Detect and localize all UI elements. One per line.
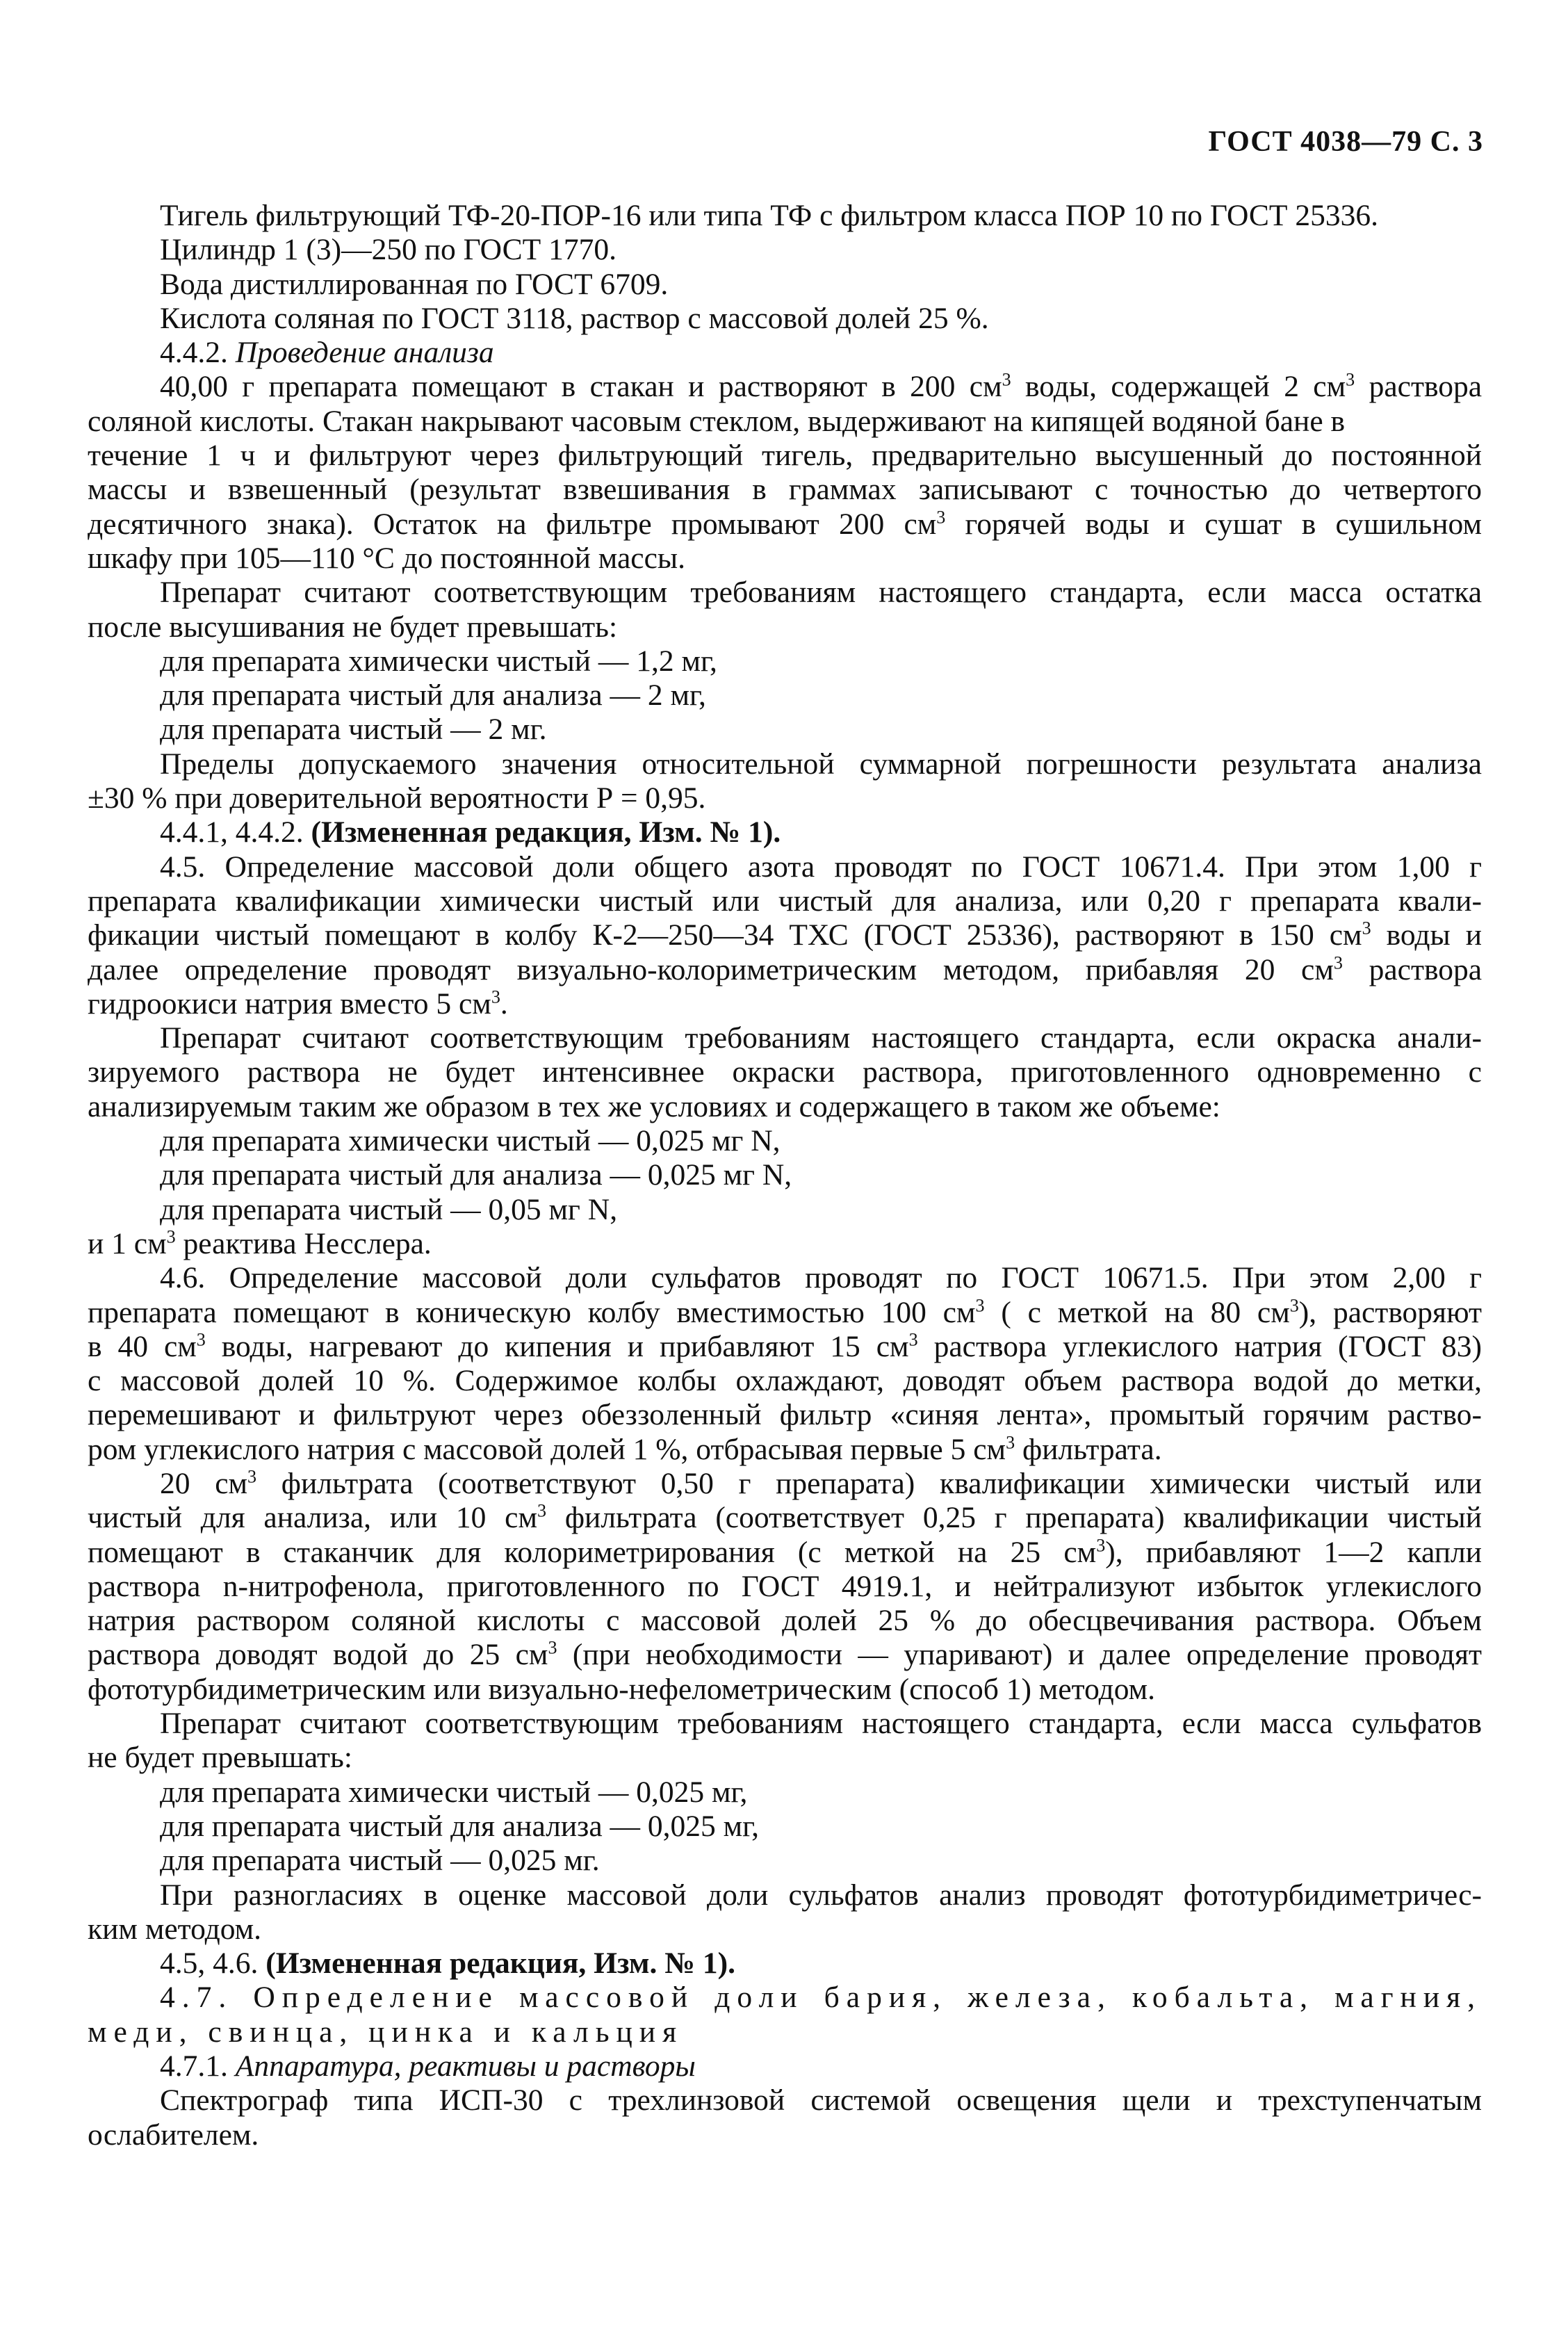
text-line — [88, 918, 1482, 952]
line-text: натрия раствором соляной кислоты с массовой долей 25 % до обесцвечивания раствора. Объем — [88, 1604, 1482, 1638]
text-line — [88, 781, 1482, 815]
text-line — [88, 1021, 1482, 1055]
line-text: десятичного знака). Остаток на фильтре промывают 200 $см^3$ горячей воды и сушат в сушильном — [88, 507, 1482, 541]
line-text: Вода дистиллированная по ГОСТ 6709. — [160, 267, 669, 301]
text-line — [88, 1364, 1482, 1398]
line-text: зируемого раствора не будет интенсивнее окраски раствора, приготовленного одновременно с — [88, 1055, 1482, 1089]
line-text: Препарат считают соответствующим требованиям настоящего стандарта, если масса сульфатов — [160, 1707, 1482, 1741]
text-line — [88, 1878, 1482, 1912]
line-text: Препарат считают соответствующим требованиям настоящего стандарта, если окраска анали- — [160, 1021, 1482, 1055]
text-line — [88, 713, 1482, 747]
text-line — [88, 1467, 1482, 1501]
line-text: 4.4.2. — [160, 336, 236, 370]
text-line — [88, 233, 1482, 267]
text-line — [88, 1673, 1482, 1707]
line-text: Препарат считают соответствующим требованиям настоящего стандарта, если масса остатка — [160, 576, 1482, 610]
text-line — [88, 199, 1482, 233]
line-text: для препарата чистый — 2 мг. — [160, 713, 547, 747]
line-text: Спектрограф типа ИСП-30 с трехлинзовой системой освещения щели и трехступенчатым — [160, 2083, 1482, 2118]
text-line — [88, 1981, 1482, 2015]
amendment-note: (Измененная редакция, Изм. № 1). — [311, 815, 781, 850]
text-line — [88, 268, 1482, 302]
line-text: в 40 $см^3$ воды, нагревают до кипения и прибавляют 15 $см^3$ раствора углекислого натрия (ГОСТ 83) — [88, 1329, 1483, 1363]
line-text: гидроокиси натрия вместо 5 $см^3$. — [88, 986, 508, 1021]
line-text: анализируемым таким же образом в тех же условиях и содержащего в таком же объеме: — [88, 1089, 1220, 1123]
text-line — [88, 987, 1482, 1021]
text-line — [88, 644, 1482, 679]
text-line — [88, 405, 1482, 439]
line-text: помещают в стаканчик для колориметрирования (с меткой на 25 $см^3$), прибавляют 1—2 капли — [88, 1535, 1482, 1569]
line-text: раствора доводят водой до 25 $см^3$ (при необходимости — упаривают) и далее определение проводят — [88, 1637, 1482, 1672]
text-line — [88, 1707, 1482, 1741]
text-line — [88, 473, 1482, 507]
text-line — [88, 1055, 1482, 1089]
line-text: соляной кислоты. Стакан накрывают часовым стеклом, выдерживают на кипящей водяной бане в — [88, 404, 1346, 438]
text-line — [88, 815, 1482, 850]
line-text: ром углекислого натрия с массовой долей 1 %, отбрасывая первые 5 $см^3$ фильтрата. — [88, 1432, 1162, 1466]
line-text: 4.6. Определение массовой доли сульфатов проводят по ГОСТ 10671.5. При этом 2,00 г — [160, 1261, 1482, 1295]
text-line — [88, 1570, 1482, 1604]
line-text: Кислота соляная по ГОСТ 3118, раствор с массовой долей 25 %. — [160, 301, 989, 335]
line-text: 4.7.1. — [160, 2049, 236, 2083]
line-text: меди, свинца, цинка и кальция — [88, 2015, 684, 2049]
line-text: с массовой долей 10 %. Содержимое колбы охлаждают, доводят объем раствора водой до метки, — [88, 1364, 1482, 1398]
line-text: препарата помещают в коническую колбу вместимостью 100 $см^3$ ( с меткой на 80 $см^3$), растворяют — [88, 1295, 1482, 1329]
line-text: 4.7. Определение массовой доли бария, железа, кобальта, магния, — [160, 1981, 1482, 2015]
line-text: Цилиндр 1 (3)—250 по ГОСТ 1770. — [160, 233, 616, 267]
line-text: шкафу при 105—110 °С до постоянной массы. — [88, 541, 685, 575]
text-line — [88, 507, 1482, 542]
line-text: для препарата чистый — 0,05 мг N, — [160, 1192, 618, 1226]
text-line — [88, 370, 1482, 404]
line-text: При разногласиях в оценке массовой доли сульфатов анализ проводят фототурбидиметричес- — [160, 1878, 1482, 1912]
line-text: после высушивания не будет превышать: — [88, 610, 618, 644]
text-line — [88, 747, 1482, 781]
line-text: для препарата чистый для анализа — 2 мг, — [160, 679, 706, 713]
text-line — [88, 1947, 1482, 1981]
text-line — [88, 1090, 1482, 1124]
text-line — [88, 1776, 1482, 1810]
text-line — [88, 1261, 1482, 1295]
text-line — [88, 2118, 1482, 2152]
text-line — [88, 576, 1482, 610]
line-text: ослабителем. — [88, 2118, 259, 2152]
line-text: фототурбидиметрическим или визуально-нефелометрическим (способ 1) методом. — [88, 1672, 1156, 1706]
line-text: для препарата чистый — 0,025 мг. — [160, 1844, 600, 1878]
text-line — [88, 302, 1482, 336]
text-line — [88, 953, 1482, 987]
text-line — [88, 1844, 1482, 1878]
text-line — [88, 679, 1482, 713]
line-text: для препарата чистый для анализа — 0,025 мг N, — [160, 1158, 792, 1192]
line-text: Тигель фильтрующий ТФ-20-ПОР-16 или типа ТФ с фильтром класса ПОР 10 по ГОСТ 25336. — [160, 199, 1378, 232]
line-text: массы и взвешенный (результат взвешивания в граммах записывают с точностью до четвертого — [88, 473, 1482, 507]
text-line — [88, 336, 1482, 370]
line-text: 20 $см^3$ фильтрата (соответствуют 0,50 г препарата) квалификации химически чистый или — [160, 1466, 1482, 1500]
text-line — [88, 1227, 1482, 1261]
text-line — [88, 542, 1482, 576]
text-line — [88, 439, 1482, 473]
text-line — [88, 1330, 1482, 1364]
italic-heading: Проведение анализа — [235, 336, 494, 370]
text-line — [88, 610, 1482, 644]
line-text: далее определение проводят визуально-колориметрическим методом, прибавляя 20 $см^3$ раствора — [88, 952, 1482, 986]
text-line — [88, 884, 1482, 918]
text-line — [88, 2015, 1482, 2049]
text-line — [88, 1741, 1482, 1775]
line-text: перемешивают и фильтруют через обеззоленный фильтр «синяя лента», промытый горячим раство- — [88, 1398, 1482, 1432]
line-text: ким методом. — [88, 1912, 262, 1946]
line-text: для препарата химически чистый — 1,2 мг, — [160, 644, 717, 678]
line-text: Пределы допускаемого значения относительной суммарной погрешности результата анализа — [160, 747, 1482, 781]
line-text: для препарата химически чистый — 0,025 мг, — [160, 1775, 748, 1809]
text-line — [88, 1536, 1482, 1570]
text-line — [88, 1158, 1482, 1192]
text-line — [88, 2083, 1482, 2118]
page-header: ГОСТ 4038—79 С. 3 — [1208, 126, 1483, 158]
text-line — [88, 1604, 1482, 1638]
amendment-note: (Измененная редакция, Изм. № 1). — [266, 1947, 735, 1981]
line-text: раствора n-нитрофенола, приготовленного по ГОСТ 4919.1, и нейтрализуют избыток углекислого — [88, 1569, 1482, 1603]
line-text: для препарата химически чистый — 0,025 мг N, — [160, 1124, 781, 1158]
line-text: 40,00 г препарата помещают в стакан и растворяют в 200 $см^3$ воды, содержащей 2 $см^3$ раствора — [160, 369, 1482, 404]
line-text: препарата квалификации химически чистый или чистый для анализа, или 0,20 г препарата квали- — [88, 884, 1482, 918]
text-line — [88, 1124, 1482, 1158]
text-line — [88, 1501, 1482, 1535]
italic-heading: Аппаратура, реактивы и растворы — [235, 2049, 696, 2083]
line-text: 4.5. Определение массовой доли общего азота проводят по ГОСТ 10671.4. При этом 1,00 г — [160, 850, 1482, 884]
text-line — [88, 1912, 1482, 1947]
line-text: течение 1 ч и фильтруют через фильтрующий тигель, предварительно высушенный до постоянной — [88, 439, 1482, 473]
text-line — [88, 850, 1482, 884]
line-text: 4.5, 4.6. — [160, 1947, 266, 1981]
line-text: и 1 $см^3$ реактива Несслера. — [88, 1226, 432, 1260]
line-text: фикации чистый помещают в колбу К-2—250—34 ТХС (ГОСТ 25336), растворяют в 150 $см^3$ воды и — [88, 918, 1482, 952]
text-line — [88, 1810, 1482, 1844]
text-line — [88, 1296, 1482, 1330]
text-line — [88, 1193, 1482, 1227]
line-text: не будет превышать: — [88, 1741, 352, 1775]
line-text: ±30 % при доверительной вероятности Р = 0,95. — [88, 781, 706, 815]
document-body — [88, 199, 1482, 2152]
line-text: для препарата чистый для анализа — 0,025 мг, — [160, 1809, 759, 1843]
line-text: чистый для анализа, или 10 $см^3$ фильтрата (соответствует 0,25 г препарата) квалификации чистый — [88, 1500, 1482, 1535]
line-text: 4.4.1, 4.4.2. — [160, 815, 311, 850]
text-line — [88, 2049, 1482, 2083]
text-line — [88, 1638, 1482, 1672]
text-line — [88, 1398, 1482, 1432]
text-line — [88, 1433, 1482, 1467]
